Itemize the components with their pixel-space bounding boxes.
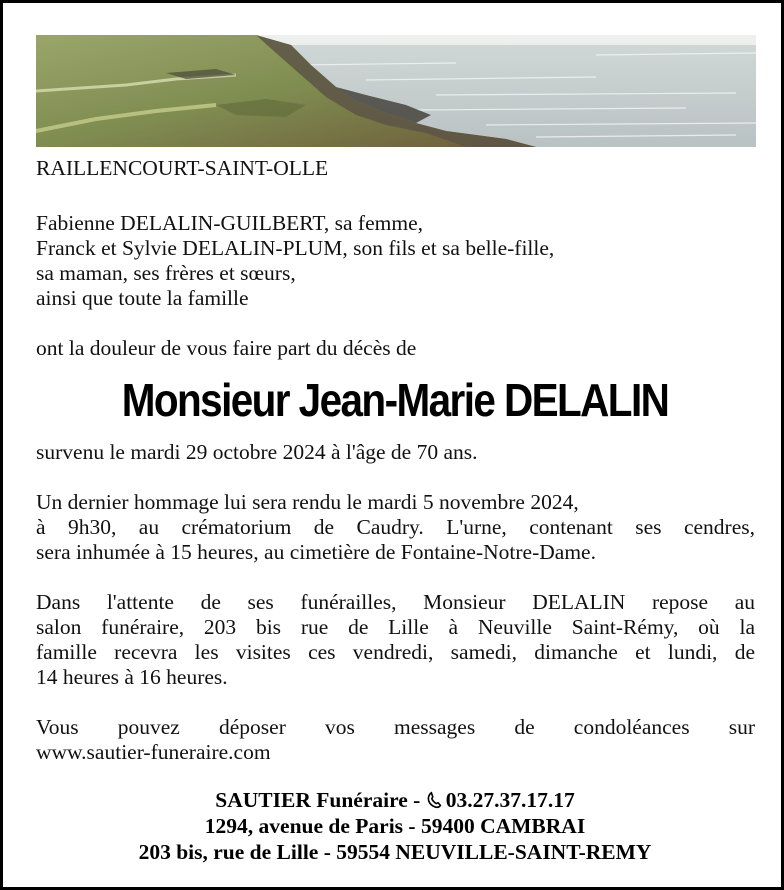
family-line: sa maman, ses frères et sœurs, xyxy=(36,261,296,285)
ceremony-block xyxy=(36,490,755,565)
phone-icon xyxy=(426,791,444,809)
company-name: SAUTIER Funéraire - xyxy=(215,788,426,812)
town-name: RAILLENCOURT-SAINT-OLLE xyxy=(36,156,329,180)
ceremony-line: sera inhumée à 15 heures, au cimetière de Fontaine-Notre-Dame. xyxy=(36,540,596,564)
company-line xyxy=(3,787,784,813)
deceased-name: Monsieur Jean-Marie DELALIN xyxy=(121,374,669,426)
coastal-landscape-photo xyxy=(36,35,756,147)
funeral-home-footer xyxy=(3,787,784,865)
family-block xyxy=(36,211,755,311)
condolences-line: Vous pouvez déposer vos messages de condoléances sur xyxy=(36,715,755,739)
visitation-line: Dans l'attente de ses funérailles, Monsieur DELALIN repose au xyxy=(36,590,755,614)
announcement xyxy=(36,336,755,361)
address-line: 1294, avenue de Paris - 59400 CAMBRAI xyxy=(204,814,586,838)
company-phone[interactable]: 03.27.37.17.17 xyxy=(445,788,575,812)
visitation-line: 14 heures à 16 heures. xyxy=(36,665,228,689)
family-line: Fabienne DELALIN-GUILBERT, sa femme, xyxy=(36,211,423,235)
announcement-text: ont la douleur de vous faire part du décès de xyxy=(36,336,417,360)
ceremony-line: Un dernier hommage lui sera rendu le mardi 5 novembre 2024, xyxy=(36,490,579,514)
condolences-block xyxy=(36,715,755,765)
visitation-line: salon funéraire, 203 bis rue de Lille à Neuville Saint-Rémy, où la xyxy=(36,615,755,639)
address-line: 203 bis, rue de Lille - 59554 NEUVILLE-SAINT-REMY xyxy=(138,840,652,864)
condolences-website[interactable]: www.sautier-funeraire.com xyxy=(36,740,271,764)
town-heading xyxy=(36,156,755,181)
family-line: ainsi que toute la famille xyxy=(36,286,249,310)
ceremony-line: à 9h30, au crématorium de Caudry. L'urne, contenant ses cendres, xyxy=(36,515,755,539)
visitation-line: famille recevra les visites ces vendredi, samedi, dimanche et lundi, de xyxy=(36,640,755,664)
visitation-block xyxy=(36,590,755,690)
death-info xyxy=(36,440,755,465)
family-line: Franck et Sylvie DELALIN-PLUM, son fils et sa belle-fille, xyxy=(36,236,555,260)
death-info-text: survenu le mardi 29 octobre 2024 à l'âge de 70 ans. xyxy=(36,440,478,464)
